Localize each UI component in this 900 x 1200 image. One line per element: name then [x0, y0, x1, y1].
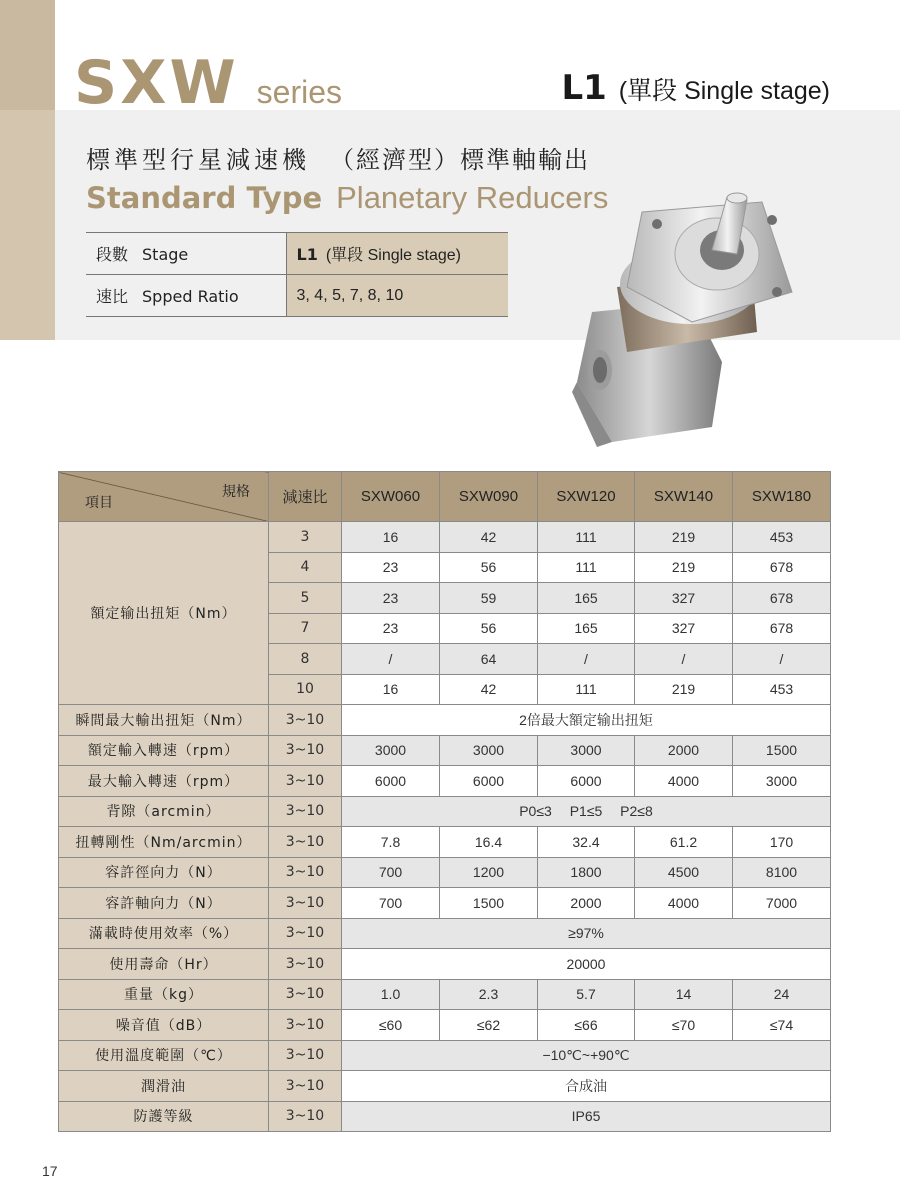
spec-label-stage-cn: 段數 [96, 245, 129, 264]
table-cell: 219 [635, 522, 733, 553]
table-cell: 64 [440, 644, 538, 675]
table-cell: 678 [733, 613, 831, 644]
row-label: 重量（kg） [59, 979, 269, 1010]
corner-header [59, 472, 269, 522]
table-cell: 165 [538, 613, 635, 644]
spec-row-ratio [86, 275, 508, 317]
table-cell: 3000 [342, 735, 440, 766]
table-cell-merged: −10℃~+90℃ [342, 1040, 831, 1071]
chinese-title [86, 140, 590, 175]
table-row [59, 735, 831, 766]
row-ratio: 3~10 [269, 1071, 342, 1102]
table-cell: 5.7 [538, 979, 635, 1010]
table-cell: 700 [342, 857, 440, 888]
table-cell: 8100 [733, 857, 831, 888]
model-header: SXW090 [440, 472, 538, 522]
model-header: SXW060 [342, 472, 440, 522]
table-cell: 1800 [538, 857, 635, 888]
table-cell: 1500 [733, 735, 831, 766]
specification-table [58, 471, 831, 1132]
table-cell: 3000 [440, 735, 538, 766]
table-cell: ≤70 [635, 1010, 733, 1041]
spec-value-stage-code: L1 [296, 245, 318, 264]
table-row [59, 1101, 831, 1132]
table-body [59, 522, 831, 1132]
chinese-title-sub: （經濟型）標準軸輸出 [330, 146, 590, 174]
table-cell: 6000 [342, 766, 440, 797]
table-cell: 111 [538, 552, 635, 583]
table-cell: 111 [538, 674, 635, 705]
table-cell: 2.3 [440, 979, 538, 1010]
series-word: series [256, 74, 343, 110]
table-cell: / [635, 644, 733, 675]
row-label: 容許徑向力（N） [59, 857, 269, 888]
table-cell: 32.4 [538, 827, 635, 858]
table-cell: 453 [733, 522, 831, 553]
table-cell: 327 [635, 613, 733, 644]
row-ratio: 3~10 [269, 735, 342, 766]
table-cell: 2000 [635, 735, 733, 766]
table-cell: 327 [635, 583, 733, 614]
spec-label-ratio-en: Spped Ratio [142, 287, 239, 306]
spec-label-stage [86, 233, 286, 275]
table-cell: 1.0 [342, 979, 440, 1010]
table-cell: 7000 [733, 888, 831, 919]
row-label: 容許軸向力（N） [59, 888, 269, 919]
row-label: 滿載時使用效率（%） [59, 918, 269, 949]
table-cell: 23 [342, 552, 440, 583]
model-header: SXW120 [538, 472, 635, 522]
model-header: SXW140 [635, 472, 733, 522]
table-cell: 4500 [635, 857, 733, 888]
row-label: 額定輸入轉速（rpm） [59, 735, 269, 766]
table-cell: ≤62 [440, 1010, 538, 1041]
table-cell: 170 [733, 827, 831, 858]
table-cell: 165 [538, 583, 635, 614]
table-cell: 453 [733, 674, 831, 705]
table-cell: 16 [342, 674, 440, 705]
table-cell: 4000 [635, 888, 733, 919]
table-header-row [59, 472, 831, 522]
title-band-accent [0, 110, 55, 340]
table-cell-merged: P0≤3 P1≤5 P2≤8 [342, 796, 831, 827]
table-cell: 23 [342, 583, 440, 614]
table-cell: 7.8 [342, 827, 440, 858]
table-cell: 111 [538, 522, 635, 553]
table-cell: 14 [635, 979, 733, 1010]
table-cell: / [342, 644, 440, 675]
table-cell: 2000 [538, 888, 635, 919]
stage-spec-table [86, 232, 508, 317]
table-cell: 1500 [440, 888, 538, 919]
row-ratio: 3~10 [269, 979, 342, 1010]
series-code: SXW [74, 48, 239, 118]
table-cell: 56 [440, 613, 538, 644]
table-cell: ≤60 [342, 1010, 440, 1041]
row-ratio: 5 [269, 583, 342, 614]
row-ratio: 3~10 [269, 918, 342, 949]
stage-title [561, 68, 830, 108]
table-cell-merged: 20000 [342, 949, 831, 980]
table-cell: 23 [342, 613, 440, 644]
table-cell: 6000 [538, 766, 635, 797]
table-row [59, 888, 831, 919]
table-row [59, 857, 831, 888]
table-cell: 16.4 [440, 827, 538, 858]
table-row [59, 1071, 831, 1102]
table-row [59, 796, 831, 827]
table-cell: ≤74 [733, 1010, 831, 1041]
table-row [59, 827, 831, 858]
spec-label-ratio [86, 275, 286, 317]
table-cell: 42 [440, 674, 538, 705]
table-cell: 16 [342, 522, 440, 553]
table-cell: 42 [440, 522, 538, 553]
row-ratio: 3~10 [269, 1101, 342, 1132]
row-label: 瞬間最大輸出扭矩（Nm） [59, 705, 269, 736]
table-cell-merged: IP65 [342, 1101, 831, 1132]
table-cell: 3000 [733, 766, 831, 797]
row-ratio: 3~10 [269, 1010, 342, 1041]
table-cell-merged: ≥97% [342, 918, 831, 949]
table-cell: 59 [440, 583, 538, 614]
row-ratio: 3~10 [269, 888, 342, 919]
row-ratio: 3~10 [269, 827, 342, 858]
english-title-normal: Planetary Reducers [336, 180, 609, 215]
row-ratio: 4 [269, 552, 342, 583]
corner-header-item: 項目 [85, 494, 113, 510]
row-label: 潤滑油 [59, 1071, 269, 1102]
model-header: SXW180 [733, 472, 831, 522]
table-row [59, 766, 831, 797]
row-ratio: 3~10 [269, 705, 342, 736]
stage-desc: (單段 Single stage) [618, 77, 830, 105]
spec-value-stage-text: (單段 Single stage) [325, 247, 461, 264]
table-cell: 4000 [635, 766, 733, 797]
english-title-bold: Standard Type [86, 181, 323, 215]
table-row [59, 918, 831, 949]
chinese-title-main: 標準型行星減速機 [86, 146, 310, 174]
table-cell: 678 [733, 583, 831, 614]
corner-header-spec: 規格 [222, 483, 250, 499]
table-cell: 678 [733, 552, 831, 583]
row-ratio: 3~10 [269, 796, 342, 827]
table-cell: 24 [733, 979, 831, 1010]
table-cell-merged: 2倍最大額定输出扭矩 [342, 705, 831, 736]
spec-value-stage [286, 233, 508, 275]
row-label: 額定输出扭矩（Nm） [59, 522, 269, 705]
table-cell: ≤66 [538, 1010, 635, 1041]
planetary-reducer-icon [572, 192, 802, 447]
table-cell: / [538, 644, 635, 675]
stage-code: L1 [561, 68, 607, 108]
table-cell: 6000 [440, 766, 538, 797]
series-title [74, 48, 342, 118]
english-title [86, 180, 608, 216]
table-row [59, 979, 831, 1010]
ratio-header: 減速比 [269, 472, 342, 522]
table-cell: 219 [635, 674, 733, 705]
row-label: 噪音值（dB） [59, 1010, 269, 1041]
spec-label-stage-en: Stage [142, 245, 189, 264]
row-ratio: 8 [269, 644, 342, 675]
table-cell: 3000 [538, 735, 635, 766]
row-label: 防護等級 [59, 1101, 269, 1132]
row-label: 使用溫度範圍（℃） [59, 1040, 269, 1071]
spec-row-stage [86, 233, 508, 275]
row-label: 最大輸入轉速（rpm） [59, 766, 269, 797]
table-cell: 61.2 [635, 827, 733, 858]
row-label: 背隙（arcmin） [59, 796, 269, 827]
row-label: 扭轉剛性（Nm/arcmin） [59, 827, 269, 858]
table-cell: 56 [440, 552, 538, 583]
table-row [59, 705, 831, 736]
table-cell: / [733, 644, 831, 675]
table-cell: 1200 [440, 857, 538, 888]
row-label: 使用壽命（Hr） [59, 949, 269, 980]
spec-label-ratio-cn: 速比 [96, 287, 129, 306]
row-ratio: 3~10 [269, 766, 342, 797]
row-ratio: 7 [269, 613, 342, 644]
row-ratio: 3~10 [269, 949, 342, 980]
row-ratio: 3~10 [269, 1040, 342, 1071]
table-row [59, 949, 831, 980]
page-number: 17 [42, 1163, 58, 1179]
table-row [59, 522, 831, 553]
table-row [59, 1010, 831, 1041]
row-ratio: 3 [269, 522, 342, 553]
table-cell: 219 [635, 552, 733, 583]
row-ratio: 3~10 [269, 857, 342, 888]
row-ratio: 10 [269, 674, 342, 705]
table-cell-merged: 合成油 [342, 1071, 831, 1102]
spec-value-ratio: 3, 4, 5, 7, 8, 10 [286, 275, 508, 317]
table-row [59, 1040, 831, 1071]
table-cell: 700 [342, 888, 440, 919]
